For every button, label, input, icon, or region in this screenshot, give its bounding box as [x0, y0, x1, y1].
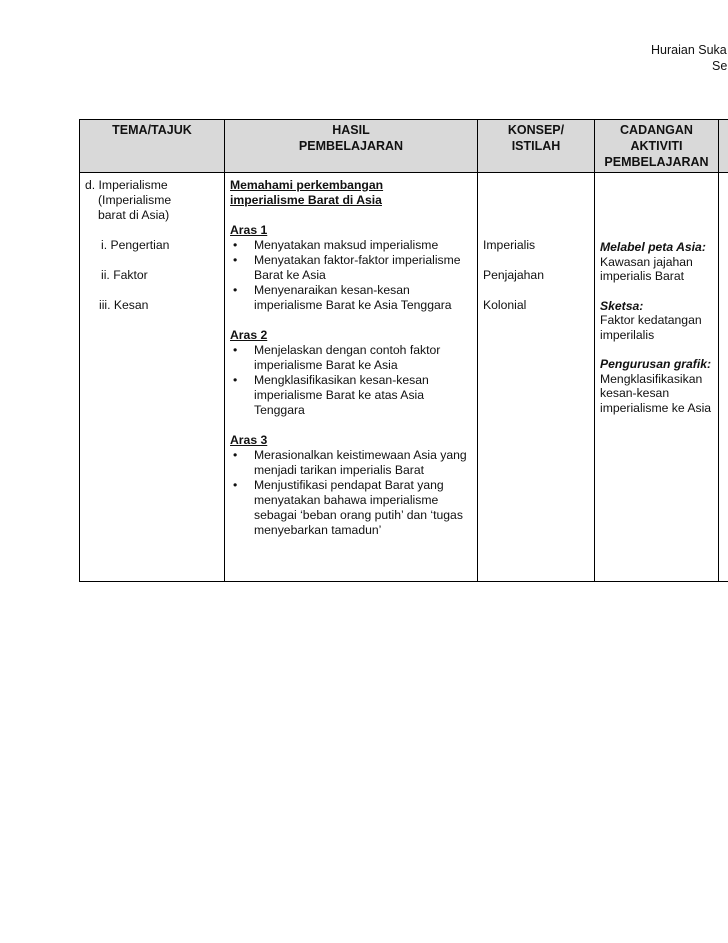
aras-1-list: [230, 238, 473, 313]
konsep-item: Kolonial: [483, 298, 527, 312]
aras-3-item: • Menjustifikasi pendapat Barat yang menyatakan bahawa imperialisme sebagai ‘beban orang putih’ dan ‘tugas menyebarkan tamadun’: [230, 478, 473, 538]
header-konsep-label-2: ISTILAH: [511, 139, 561, 153]
page-header-line-1: Huraian Suka: [651, 43, 727, 57]
tema-sub-1: i. Pengertian: [101, 238, 170, 252]
header-hasil-label-1: HASIL: [332, 123, 370, 137]
aras-3-list: [230, 448, 473, 538]
curriculum-table: [79, 119, 728, 582]
aktiviti-2-text: Faktor kedatangan imperilalis: [600, 313, 702, 342]
cell-cadangan: [595, 173, 719, 582]
header-konsep-label-1: KONSEP/: [507, 123, 565, 137]
aras-2-label: Aras 2: [230, 328, 268, 342]
header-cadangan-label-3: PEMBELAJARAN: [604, 155, 709, 169]
header-hasil: [225, 120, 478, 173]
hasil-heading-2: imperialisme Barat di Asia: [230, 193, 382, 207]
aktiviti-1-text: Kawasan jajahan imperialis Barat: [600, 254, 693, 283]
aras-1-item: • Menyenaraikan kesan-kesan imperialisme Barat ke Asia Tenggara: [230, 283, 473, 313]
header-cadangan-label-2: AKTIVITI: [630, 139, 683, 153]
page-header-line-2: Se: [712, 59, 728, 73]
table-header-row: [80, 120, 728, 173]
cell-hasil: [225, 173, 478, 582]
aras-1-label: Aras 1: [230, 223, 268, 237]
aktiviti-2-label: Sketsa:: [600, 298, 644, 313]
aktiviti-3-label: Pengurusan grafik:: [600, 357, 712, 371]
aktiviti-3-text: Mengklasifikasikan kesan-kesan imperialisme ke Asia: [600, 371, 712, 415]
tema-title-1: d. Imperialisme: [85, 178, 168, 192]
aras-2-item: • Menjelaskan dengan contoh faktor imperialisme Barat ke Asia: [230, 343, 473, 373]
header-cadangan: [595, 120, 719, 173]
aras-3-item: • Merasionalkan keistimewaan Asia yang menjadi tarikan imperialis Barat: [230, 448, 473, 478]
header-extra: [719, 120, 728, 173]
tema-title-3: barat di Asia): [98, 208, 170, 222]
cell-extra: [719, 173, 728, 582]
konsep-item: Penjajahan: [483, 268, 544, 282]
aras-2-list: [230, 343, 473, 418]
aras-2-item: • Mengklasifikasikan kesan-kesan imperialisme Barat ke atas Asia Tenggara: [230, 373, 473, 418]
cell-konsep: [478, 173, 595, 582]
tema-title-2: (Imperialisme: [98, 193, 172, 207]
hasil-heading-1: Memahami perkembangan: [230, 178, 384, 192]
tema-sub-2: ii. Faktor: [101, 268, 148, 282]
header-hasil-label-2: PEMBELAJARAN: [298, 139, 404, 153]
table-body-row: [80, 173, 728, 582]
aras-1-item: • Menyatakan maksud imperialisme: [230, 238, 473, 253]
cell-tema: [80, 173, 225, 582]
aras-3-label: Aras 3: [230, 433, 268, 447]
header-cadangan-label-1: CADANGAN: [620, 123, 693, 137]
header-konsep: [478, 120, 595, 173]
aktiviti-1-label: Melabel peta Asia:: [600, 240, 706, 254]
header-tema-label: TEMA/TAJUK: [112, 123, 192, 137]
tema-sub-3: iii. Kesan: [99, 298, 149, 312]
aras-1-item: • Menyatakan faktor-faktor imperialisme Barat ke Asia: [230, 253, 473, 283]
header-tema: [80, 120, 225, 173]
konsep-item: Imperialis: [483, 238, 536, 252]
